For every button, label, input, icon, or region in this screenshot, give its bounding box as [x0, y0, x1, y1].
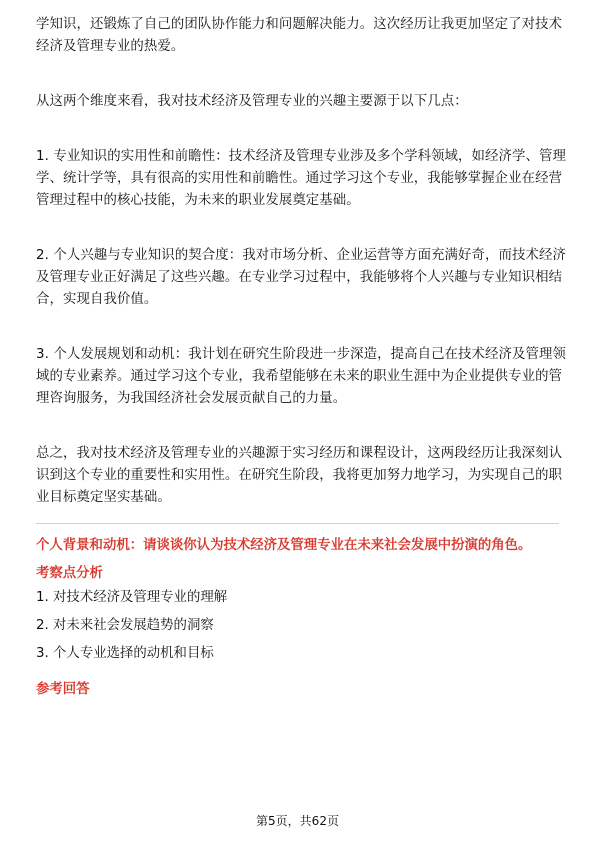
question-heading: 个人背景和动机：请谈谈你认为技术经济及管理专业在未来社会发展中扮演的角色。	[36, 538, 532, 553]
section-divider	[36, 523, 559, 524]
paragraph-2: 从这两个维度来看，我对技术经济及管理专业的兴趣主要源于以下几点：	[36, 94, 468, 109]
paragraph-4: 2. 个人兴趣与专业知识的契合度：我对市场分析、企业运营等方面充满好奇，而技术经济及管理专业正好满足了这些兴趣。在专业学习过程中，我能够将个人兴趣与专业知识相结合，实现自我价值。	[36, 248, 566, 307]
paragraph-6: 总之，我对技术经济及管理专业的兴趣源于实习经历和课程设计，这两段经历让我深刻认识到这个专业的重要性和实用性。在研究生阶段，我将更加努力地学习，为实现自己的职业目标奠定坚实基础。	[36, 446, 563, 505]
paragraph-5: 3. 个人发展规划和动机：我计划在研究生阶段进一步深造，提高自己在技术经济及管理领域的专业素养。通过学习这个专业，我希望能够在未来的职业生涯中为企业提供专业的管理咨询服务，为我国经济社会发展贡献自己的力量。	[36, 347, 566, 406]
answer-title: 参考回答	[36, 682, 90, 697]
analysis-title: 考察点分析	[36, 566, 103, 581]
paragraph-3: 1. 专业知识的实用性和前瞻性：技术经济及管理专业涉及多个学科领域，如经济学、管理学、统计学等，具有很高的实用性和前瞻性。通过学习这个专业，我能够掌握企业在经营管理过程中的核心技能，为未来的职业发展奠定基础。	[36, 149, 566, 208]
page-footer: 第5页，共62页	[256, 814, 339, 828]
analysis-list	[36, 589, 566, 663]
analysis-point-2: 2. 对未来社会发展趋势的洞察	[36, 618, 214, 633]
analysis-point-1: 1. 对技术经济及管理专业的理解	[36, 590, 228, 605]
analysis-point-3: 3. 个人专业选择的动机和目标	[36, 646, 214, 661]
document-body	[36, 14, 566, 705]
paragraph-1: 学知识，还锻炼了自己的团队协作能力和问题解决能力。这次经历让我更加坚定了对技术经济及管理专业的热爱。	[36, 17, 563, 54]
